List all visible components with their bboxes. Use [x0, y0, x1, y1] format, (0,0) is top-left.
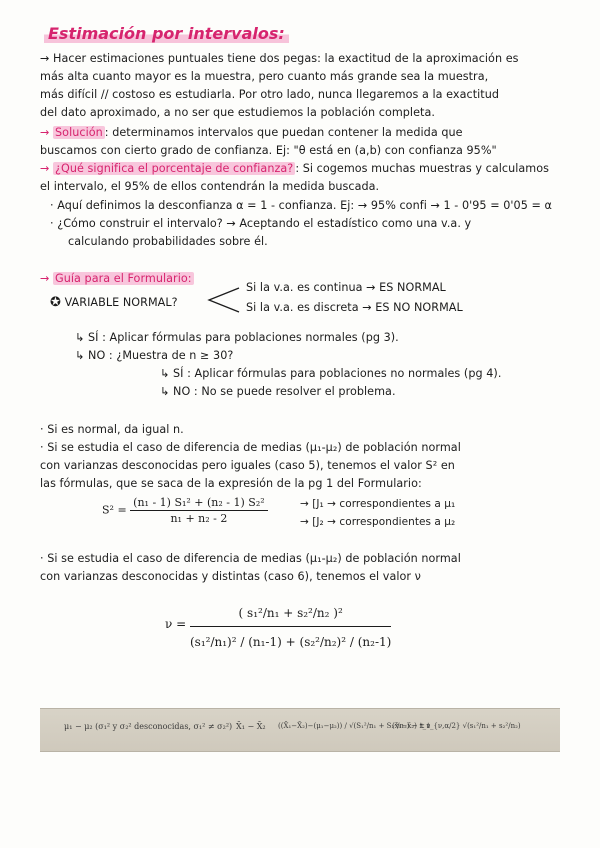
s2-formula [102, 496, 268, 525]
significado-bullet-2-cont: calculando probabilidades sobre él. [68, 235, 268, 248]
guia-variable [50, 296, 178, 310]
significado-line-2: el intervalo, el 95% de ellos contendrán la medida buscada. [40, 180, 380, 193]
guia-no-si: ↳ SÍ : Aplicar fórmulas para poblaciones no normales (pg 4). [160, 367, 502, 380]
photo-cell-4: (x̄₁−x̄₂) ± t_{ν,α/2} √(s₁²/n₁ + s₂²/n₂) [392, 722, 521, 730]
guia-no-no: ↳ NO : No se puede resolver el problema. [160, 385, 396, 398]
s2-ref-2: → [J₂ → correspondientes a μ₂ [300, 516, 456, 528]
significado-bullet-1: · Aquí definimos la desconfianza α = 1 - confianza. Ej: → 95% confi → 1 - 0'95 = 0'05 = α [50, 199, 552, 212]
solucion-line-2: buscamos con cierto grado de confianza. Ej: "θ está en (a,b) con confianza 95%" [40, 144, 497, 157]
intro-line-2: más alta cuanto mayor es la muestra, pero cuanto más grande sea la muestra, [40, 70, 489, 83]
s2-fraction [130, 496, 267, 525]
intro-line-3: más difícil // costoso es estudiarla. Por otro lado, nunca llegaremos a la exactitud [40, 88, 500, 101]
note-2a: · Si se estudia el caso de diferencia de medias (μ₁-μ₂) de población normal [40, 441, 461, 454]
intro-line-1: → Hacer estimaciones puntuales tiene dos pegas: la exactitud de la aproximación es [40, 52, 519, 65]
note-1: · Si es normal, da igual n. [40, 423, 184, 436]
formula-table-photo [40, 708, 560, 752]
s2-lhs: S² = [102, 503, 127, 517]
significado-label: ¿Qué significa el porcentaje de confianza? [55, 162, 294, 175]
nu-denominator: (s₁²/n₁)² / (n₁-1) + (s₂²/n₂)² / (n₂-1) [190, 635, 392, 649]
guia-branch-2: Si la v.a. es discreta → ES NO NORMAL [246, 301, 463, 314]
intro-line-4: del dato aproximado, a no ser que estudiemos la población completa. [40, 106, 435, 119]
star-icon: ✪ [50, 295, 61, 310]
guia-branch-1: Si la v.a. es continua → ES NORMAL [246, 281, 446, 294]
nu-formula [165, 600, 391, 649]
branch-brace [205, 284, 241, 316]
significado-bullet-2: · ¿Cómo construir el intervalo? → Aceptando el estadístico como una v.a. y [50, 217, 472, 230]
s2-numerator: (n₁ - 1) S₁² + (n₂ - 1) S₂² [130, 496, 267, 511]
solucion-text: : determinamos intervalos que puedan contener la medida que [104, 126, 463, 139]
significado-line-1: → ¿Qué significa el porcentaje de confianza? : Si cogemos muchas muestras y calculamos [40, 162, 550, 175]
guia-si: ↳ SÍ : Aplicar fórmulas para poblaciones normales (pg 3). [75, 331, 399, 344]
photo-cell-3: ((X̄₁−X̄₂)−(μ₁−μ₂)) / √(S₁²/n₁ + S₂²/n₂) ~ t_ν [278, 722, 431, 730]
nu-fraction [190, 600, 391, 649]
guia-no: ↳ NO : ¿Muestra de n ≥ 30? [75, 349, 234, 362]
guia-header: → Guía para el Formulario: [40, 272, 192, 285]
nu-lhs: ν = [165, 617, 187, 631]
nu-den-a: (s₁²/n₁)² / (n₁-1) [190, 635, 282, 649]
note-2b: con varianzas desconocidas pero iguales (caso 5), tenemos el valor S² en [40, 459, 455, 472]
s2-denominator: n₁ + n₂ - 2 [170, 512, 228, 525]
significado-text: : Si cogemos muchas muestras y calculamos [295, 162, 550, 175]
note-3b: con varianzas desconocidas y distintas (caso 6), tenemos el valor ν [40, 570, 421, 583]
page-title: Estimación por intervalos: [44, 24, 289, 43]
nu-numerator: ( s₁²/n₁ + s₂²/n₂ )² [190, 600, 391, 627]
s2-ref-1: → [J₁ → correspondientes a μ₁ [300, 498, 456, 510]
guia-variable-label: VARIABLE NORMAL? [64, 296, 178, 309]
solucion-line-1: → Solución : determinamos intervalos que puedan contener la medida que [40, 126, 463, 139]
guia-label: Guía para el Formulario: [55, 272, 192, 285]
nu-den-b: (s₂²/n₂)² / (n₂-1) [299, 635, 392, 649]
photo-cell-2: X̄₁ − X̄₂ [236, 722, 266, 731]
solucion-label: Solución [55, 126, 103, 139]
note-3a: · Si se estudia el caso de diferencia de medias (μ₁-μ₂) de población normal [40, 552, 461, 565]
photo-cell-1: μ₁ − μ₂ (σ₁² y σ₂² desconocidas, σ₁² ≠ σ₂²) [64, 722, 233, 731]
note-2c: las fórmulas, que se saca de la expresión de la pg 1 del Formulario: [40, 477, 422, 490]
